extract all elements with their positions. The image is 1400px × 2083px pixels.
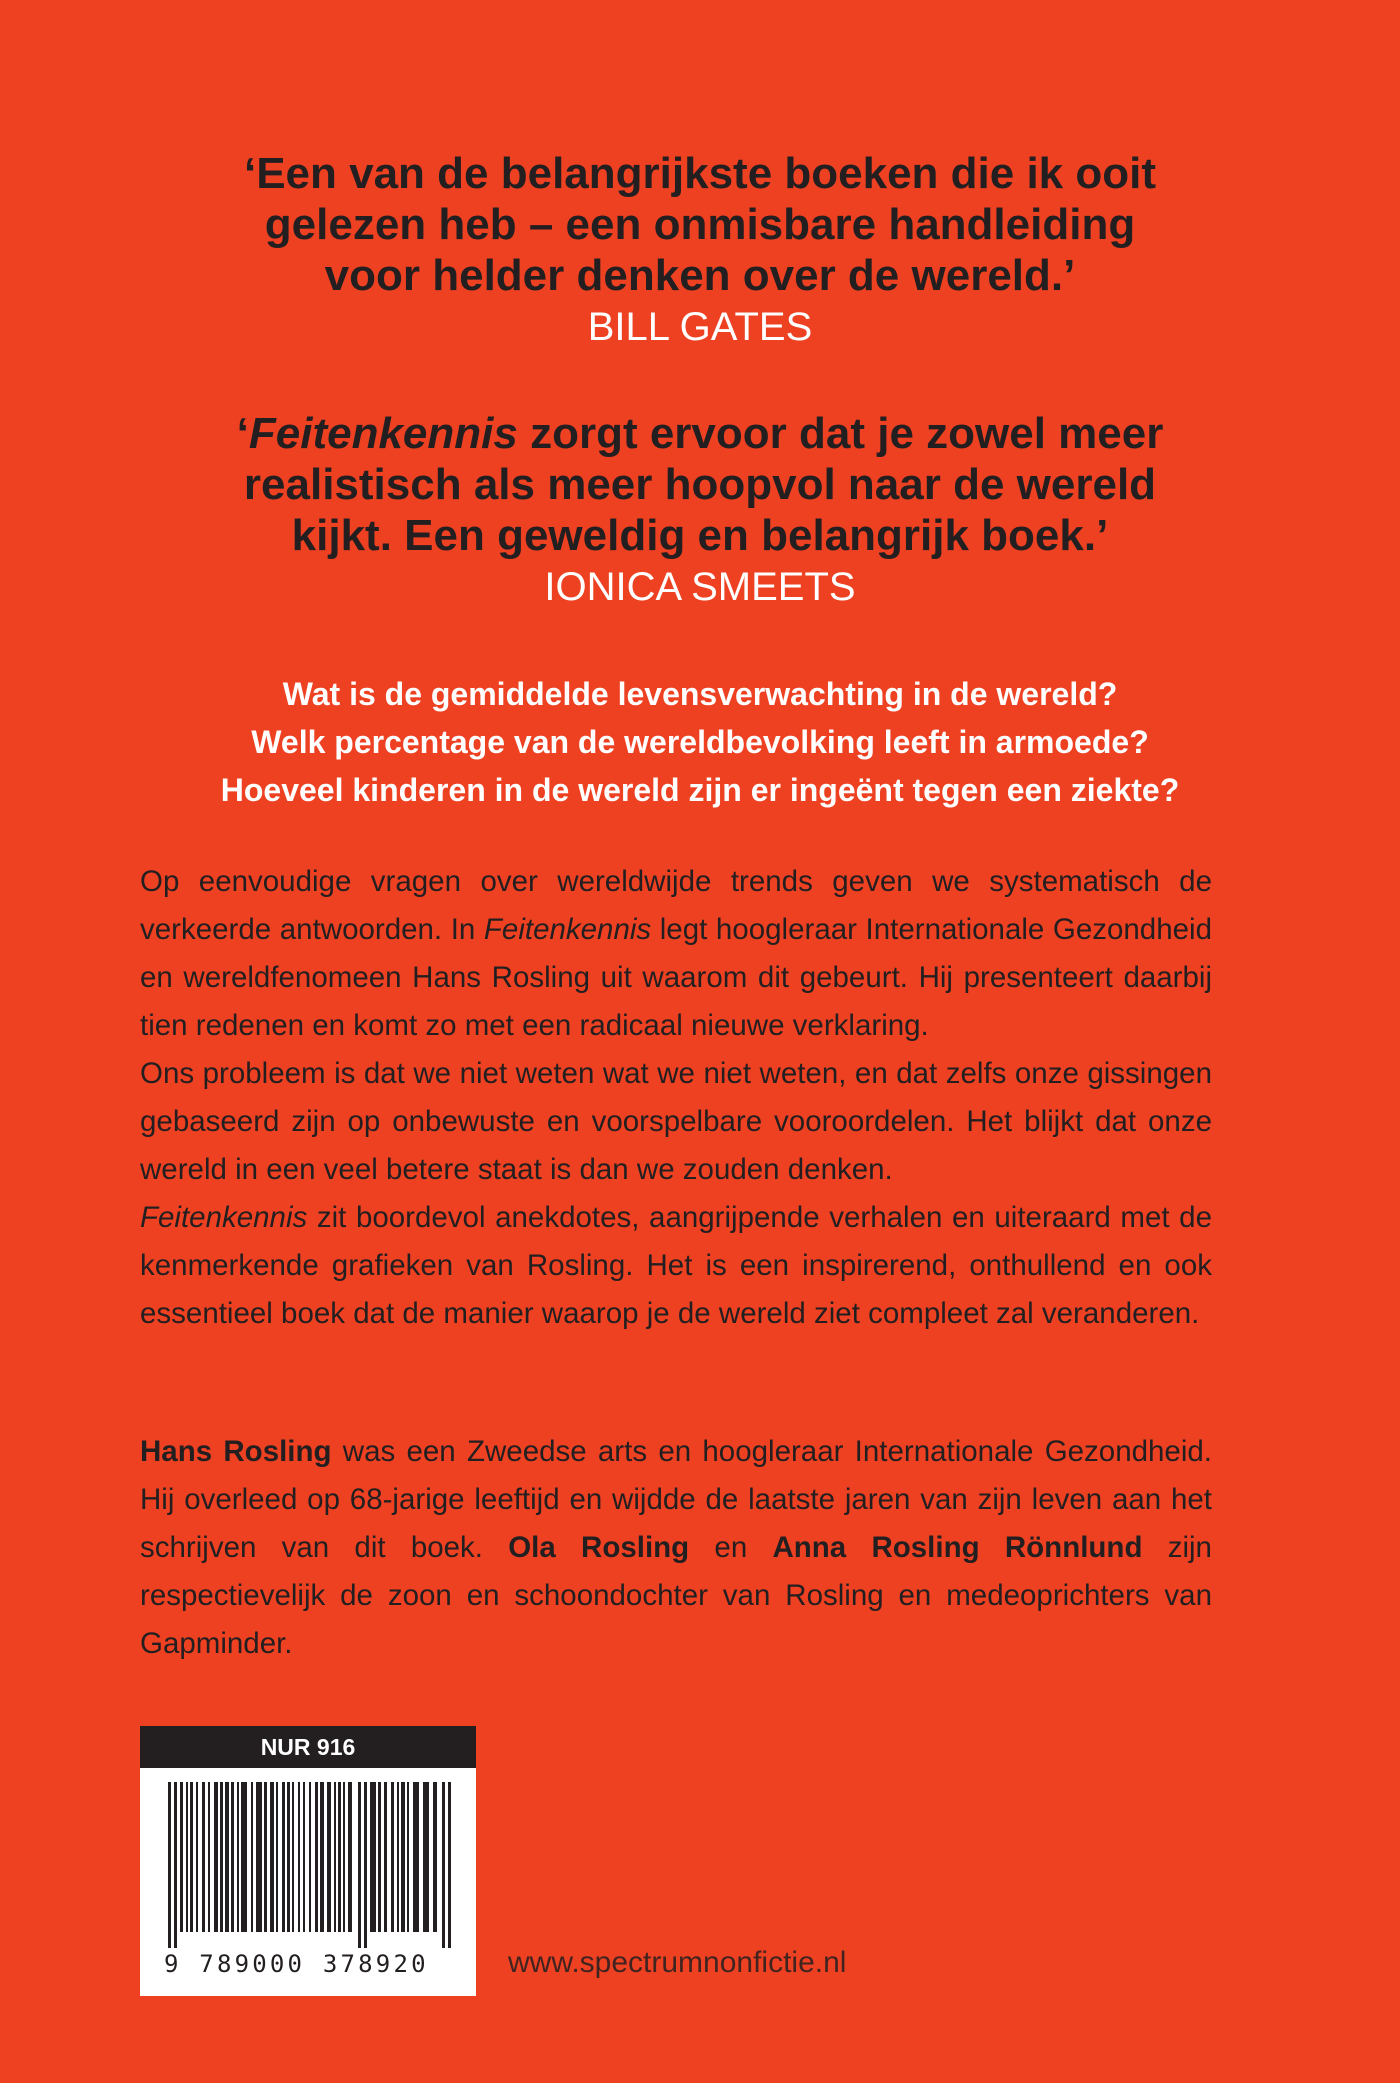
author-name: Ola Rosling — [508, 1531, 690, 1564]
publisher-website[interactable]: www.spectrumnonfictie.nl — [508, 1946, 847, 1979]
quote-author: BILL GATES — [587, 305, 813, 349]
description-paragraph — [140, 858, 1212, 1050]
quote-line — [140, 408, 1260, 459]
quote-text — [140, 408, 1260, 561]
book-title: Feitenkennis — [483, 913, 652, 946]
author-name: Hans Rosling — [140, 1435, 332, 1468]
quote-line: gelezen heb – een onmisbare handleiding — [264, 200, 1136, 249]
text-run: legt hoogleraar Internationale Gezondheid en wereldfenomeen Hans Rosling uit waarom dit gebeurt. Hij presenteert daarbij tien redenen en komt zo met een radicaal nieuwe verklaring. — [140, 913, 1212, 1042]
book-title: Feitenkennis — [140, 1201, 308, 1234]
book-description — [140, 858, 1212, 1338]
text-run: zit boordevol anekdotes, aangrijpende verhalen en uiteraard met de kenmerkende grafieken van Rosling. Het is een inspirerend, onthullend en ook essentieel boek dat de manier waarop je de wereld ziet compleet zal veranderen. — [140, 1201, 1212, 1330]
barcode-box — [140, 1726, 476, 1996]
text-run: was een Zweedse arts en hoogleraar Internationale Gezondheid. Hij overleed op 68-jarige leeftijd en wijdde de laatste jaren van zijn leven aan het schrijven van dit boek. — [140, 1435, 1212, 1564]
quote-line: realistisch als meer hoopvol naar de wereld — [243, 460, 1157, 509]
quote-line-text: zorgt ervoor dat je zowel meer — [517, 409, 1164, 458]
author-bio — [140, 1428, 1212, 1668]
quote-line: voor helder denken over de wereld.’ — [324, 251, 1076, 300]
description-paragraph: Ons probleem is dat we niet weten wat we niet weten, en dat zelfs onze gissingen gebaseerd zijn op onbewuste en voorspelbare vooroordelen. Het blijkt dat onze wereld in een veel betere staat is dan we zouden denken. — [140, 1057, 1212, 1186]
isbn-number: 9 789000 378920 — [164, 1950, 429, 1978]
bio-paragraph — [140, 1428, 1212, 1668]
text-run: en — [689, 1531, 773, 1564]
quote-open-mark: ‘ — [236, 409, 249, 458]
quote-bill-gates — [140, 148, 1260, 351]
barcode-icon — [162, 1782, 454, 1948]
text-run: Op eenvoudige vragen over wereldwijde trends geven we systematisch de verkeerde antwoorden. In — [140, 865, 1212, 946]
description-paragraph — [140, 1194, 1212, 1338]
question: Hoeveel kinderen in de wereld zijn er ingeënt tegen een ziekte? — [220, 772, 1180, 808]
author-name: Anna Rosling Rönnlund — [772, 1531, 1143, 1564]
book-title: Feitenkennis — [248, 409, 518, 458]
question: Welk percentage van de wereldbevolking leeft in armoede? — [251, 724, 1149, 760]
nur-code: NUR 916 — [140, 1726, 476, 1768]
question: Wat is de gemiddelde levensverwachting in de wereld? — [282, 676, 1118, 712]
questions-block — [100, 670, 1300, 814]
quote-line: kijkt. Een geweldig en belangrijk boek.’ — [291, 511, 1109, 560]
quote-line: ‘Een van de belangrijkste boeken die ik ooit — [243, 149, 1157, 198]
text-run: zijn respectievelijk de zoon en schoondochter van Rosling en medeoprichters van Gapminder. — [140, 1531, 1212, 1660]
quote-author: IONICA SMEETS — [544, 565, 856, 609]
quote-text — [140, 148, 1260, 301]
quote-ionica-smeets — [140, 408, 1260, 611]
